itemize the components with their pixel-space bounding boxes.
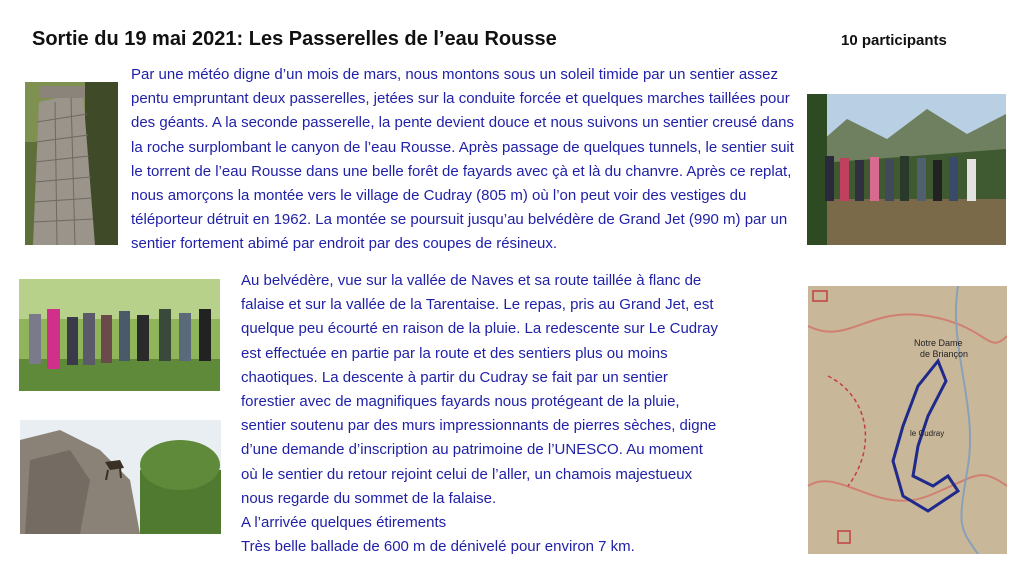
paragraph-1-text: Par une météo digne d’un mois de mars, nous montons sous un soleil timide par un sentier assez pentu empruntant deux passerelles, jetées sur la conduite forcée et quelques marches taillées pour des géants. A la seconde passerelle, la pente devient douce et nous suivons un sentier creusé dans la roche surplombant le canyon de l’eau Rousse. Après passage de quelques tunnels, le sentier suit le torrent de l’eau Rousse dans une belle forêt de fayards avec çà et là du chanvre. Après ce replat, nous amorçons la montée vers le village de Cudray (805 m) où l’on peut voir des vestiges du téléporteur détruit en 1962. La montée se poursuit jusqu’au belvédère de Grand Jet (990 m) par un sentier fortement abimé par endroit par des coupes de résineux. (131, 66, 794, 253)
narrative-paragraph-1 (131, 63, 801, 257)
map-label-mid: le Cudray (910, 429, 945, 438)
page-title: Sortie du 19 mai 2021: Les Passerelles de l’eau Rousse (32, 28, 557, 50)
text-line: chaotiques. La descente à partir du Cudray se fait par un sentier (241, 368, 668, 386)
map-label-top-line1: Notre Dame (914, 338, 963, 348)
map-label-top-line2: de Briançon (920, 349, 969, 359)
arrival-line: A l’arrivée quelques étirements (241, 514, 447, 532)
participants-count: 10 participants (841, 32, 947, 49)
text-line: Au belvédère, vue sur la vallée de Naves et sa route taillée à flanc de (241, 272, 702, 289)
text-line: quelque peu écourté en raison de la pluie. La redescente sur Le Cudray (241, 320, 718, 338)
text-line: nous regarde du sommet de la falaise. (241, 489, 497, 507)
stone-pillar-photo (25, 82, 118, 245)
narrative-paragraph-2 (241, 269, 786, 559)
hikers-trail-photo (19, 279, 220, 391)
text-line: d’une demande d’inscription au patrimoine de l’UNESCO. Au moment (241, 441, 703, 459)
text-line: où le sentier du retour rejoint celui de l’aller, un chamois majestueux (241, 465, 693, 483)
summary-line: Très belle ballade de 600 m de dénivelé pour environ 7 km. (241, 538, 635, 556)
route-map (808, 286, 1007, 554)
group-photo-mountain (807, 94, 1006, 245)
text-line: sentier soutenu par des murs impressionnants de pierres sèches, digne (241, 417, 717, 435)
text-line: forestier avec de magnifiques fayards nous protégeant de la pluie, (241, 393, 680, 411)
text-line: est effectuée en partie par la route et des sentiers plus ou moins (241, 344, 668, 362)
chamois-cliff-photo (20, 420, 221, 534)
text-line: falaise et sur la vallée de la Tarentaise. Le repas, pris au Grand Jet, est (241, 296, 714, 314)
